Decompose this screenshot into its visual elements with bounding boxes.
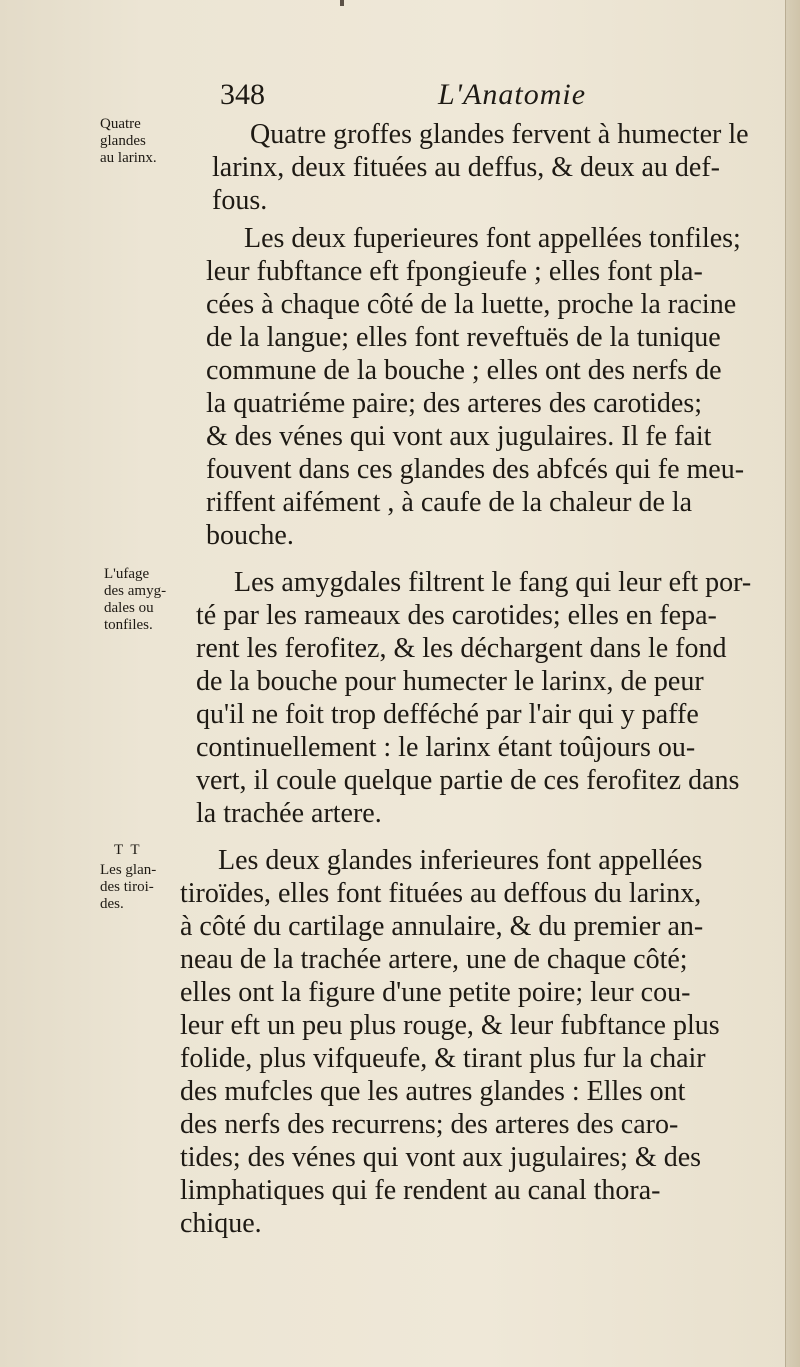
text-line: folide, plus vifqueufe, & tirant plus fur la chair	[180, 1043, 706, 1074]
text-line: de la langue; elles font reveftuës de la tunique	[206, 322, 721, 353]
paragraph-1	[212, 118, 792, 217]
margin-note-line: glandes	[100, 133, 146, 149]
page-header	[220, 78, 780, 118]
text-line: riffent aifément , à caufe de la chaleur de la	[206, 487, 693, 518]
text-line: la trachée artere.	[196, 798, 382, 829]
text-line: leur eft un peu plus rouge, & leur fubftance plus	[180, 1010, 720, 1041]
text-line: Quatre groffes glandes fervent à humecter le	[250, 119, 749, 150]
margin-note-line: tonfiles.	[104, 617, 153, 633]
margin-note-line: des.	[100, 896, 124, 912]
margin-note-quatre	[100, 116, 210, 167]
text-line: tides; des vénes qui vont aux jugulaires; & des	[180, 1142, 702, 1173]
text-line: des nerfs des recurrens; des arteres des caro-	[180, 1109, 679, 1140]
text-line: chique.	[180, 1208, 262, 1239]
text-line: des mufcles que les autres glandes : Elles ont	[180, 1076, 686, 1107]
text-line: fouvent dans ces glandes des abfcés qui fe meu-	[206, 454, 745, 485]
text-line: & des vénes qui vont aux jugulaires. Il fe fait	[206, 421, 712, 452]
paragraph-2	[206, 222, 790, 552]
margin-note-line: Les glan-	[100, 862, 157, 878]
margin-note-line: des amyg-	[104, 583, 167, 599]
margin-note-line: au larinx.	[100, 150, 157, 166]
signature-mark: T T	[114, 842, 142, 858]
margin-note-line: L'ufage	[104, 566, 150, 582]
text-line: leur fubftance eft fpongieufe ; elles font pla-	[206, 256, 703, 287]
text-line: tiroïdes, elles font fituées au deffous du larinx,	[180, 878, 702, 909]
text-line: Les amygdales filtrent le fang qui leur eft por-	[234, 567, 752, 598]
text-line: bouche.	[206, 520, 294, 551]
text-line: larinx, deux fituées au deffus, & deux au def-	[212, 152, 720, 183]
page-number: 348	[220, 78, 265, 111]
margin-note-line: des tiroi-	[100, 879, 154, 895]
text-line: neau de la trachée artere, une de chaque côté;	[180, 944, 688, 975]
text-line: Les deux glandes inferieures font appellées	[218, 845, 703, 876]
text-line: qu'il ne foit trop defféché par l'air qui y paffe	[196, 699, 699, 730]
text-line: la quatriéme paire; des arteres des carotides;	[206, 388, 702, 419]
text-line: cées à chaque côté de la luette, proche la racine	[206, 289, 737, 320]
running-title: L'Anatomie	[438, 78, 587, 111]
margin-note-line: Quatre	[100, 116, 141, 132]
paragraph-3	[196, 566, 790, 830]
text-line: à côté du cartilage annulaire, & du premier an-	[180, 911, 704, 942]
text-line: vert, il coule quelque partie de ces ferofitez dans	[196, 765, 740, 796]
text-line: Les deux fuperieures font appellées tonfiles;	[244, 223, 741, 254]
margin-note-line: dales ou	[104, 600, 154, 616]
text-line: limphatiques qui fe rendent au canal thora-	[180, 1175, 661, 1206]
text-line: commune de la bouche ; elles ont des nerfs de	[206, 355, 722, 386]
text-line: fous.	[212, 185, 268, 216]
text-line: rent les ferofitez, & les déchargent dans le fond	[196, 633, 727, 664]
paragraph-4	[180, 844, 790, 1240]
top-ornament	[340, 0, 344, 6]
page-edge	[785, 0, 800, 1367]
text-line: elles ont la figure d'une petite poire; leur cou-	[180, 977, 691, 1008]
text-line: de la bouche pour humecter le larinx, de peur	[196, 666, 704, 697]
text-line: té par les rameaux des carotides; elles en fepa-	[196, 600, 717, 631]
text-line: continuellement : le larinx étant toûjours ou-	[196, 732, 696, 763]
